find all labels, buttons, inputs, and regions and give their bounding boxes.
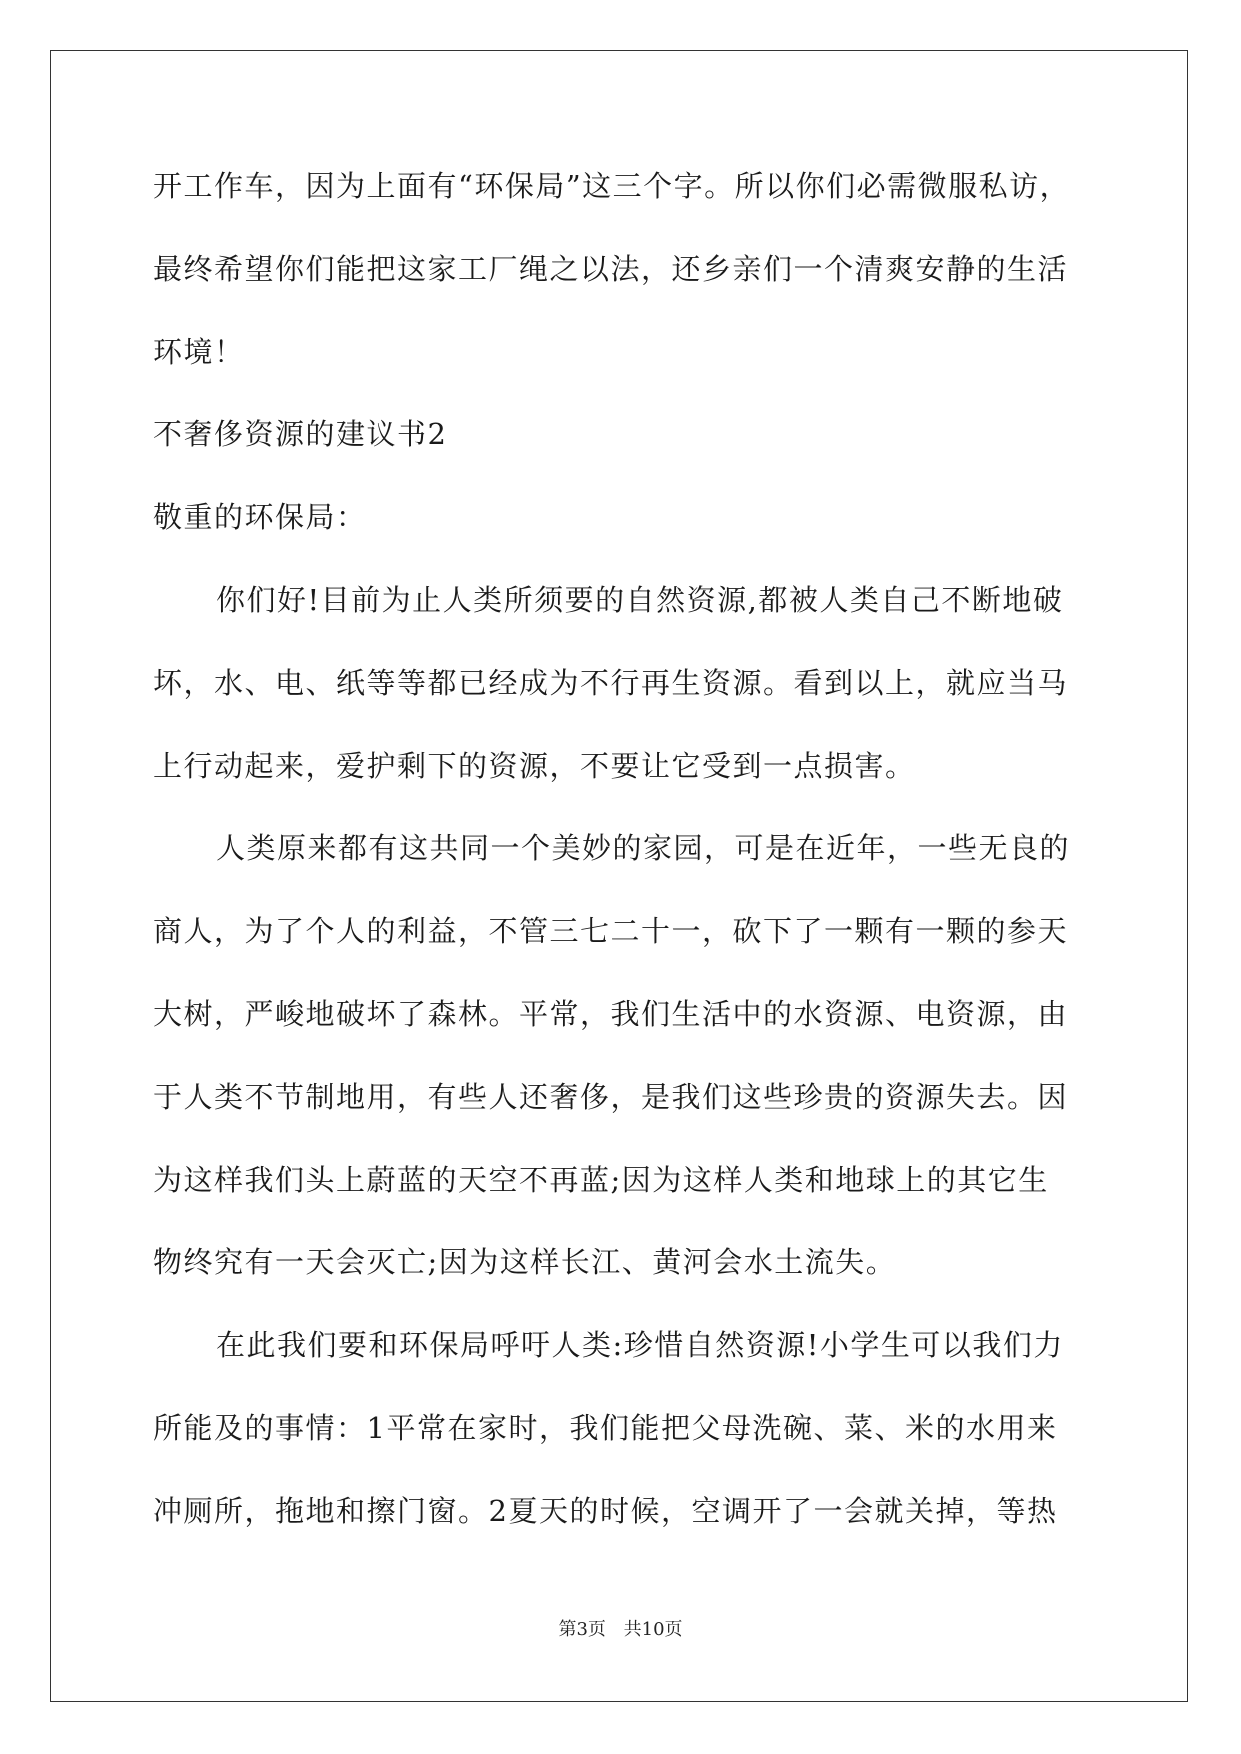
paragraph-start-line: 在此我们要和环保局呼吁人类:珍惜自然资源!小学生可以我们力: [216, 1328, 1064, 1363]
page-footer: [0, 1618, 1241, 1642]
document-body: [153, 165, 1083, 1573]
paragraph-start-line: 人类原来都有这共同一个美妙的家园，可是在近年，一些无良的: [216, 831, 1071, 866]
text-line: 商人，为了个人的利益，不管三七二十一，砍下了一颗有一颗的参天: [153, 914, 1069, 949]
text-line: 冲厕所，拖地和擦门窗。2夏天的时候，空调开了一会就关掉，等热: [153, 1493, 1058, 1528]
section-title: 不奢侈资源的建议书2: [153, 417, 448, 452]
paragraph-start-line: 你们好!目前为止人类所须要的自然资源,都被人类自己不断地破: [216, 582, 1064, 617]
text-line: 为这样我们头上蔚蓝的天空不再蓝;因为这样人类和地球上的其它生: [153, 1162, 1049, 1197]
salutation: 敬重的环保局：: [153, 500, 367, 535]
text-line: 大树，严峻地破坏了森林。平常，我们生活中的水资源、电资源，由: [153, 996, 1069, 1031]
page-number: 第3页: [558, 1619, 606, 1640]
text-line: 上行动起来，爱护剩下的资源，不要让它受到一点损害。: [153, 748, 916, 783]
text-line: 物终究有一天会灭亡;因为这样长江、黄河会水土流失。: [153, 1245, 897, 1280]
text-line: 于人类不节制地用，有些人还奢侈，是我们这些珍贵的资源失去。因: [153, 1079, 1069, 1114]
text-line: 环境！: [153, 334, 245, 369]
text-line: 开工作车，因为上面有“环保局”这三个字。所以你们必需微服私访，: [153, 169, 1071, 203]
text-line: 坏，水、电、纸等等都已经成为不行再生资源。看到以上，就应当马: [153, 665, 1069, 700]
text-line: 最终希望你们能把这家工厂绳之以法，还乡亲们一个清爽安静的生活: [153, 251, 1069, 286]
page-total: 共10页: [623, 1619, 683, 1640]
text-line: 所能及的事情：1平常在家时，我们能把父母洗碗、菜、米的水用来: [153, 1410, 1058, 1445]
